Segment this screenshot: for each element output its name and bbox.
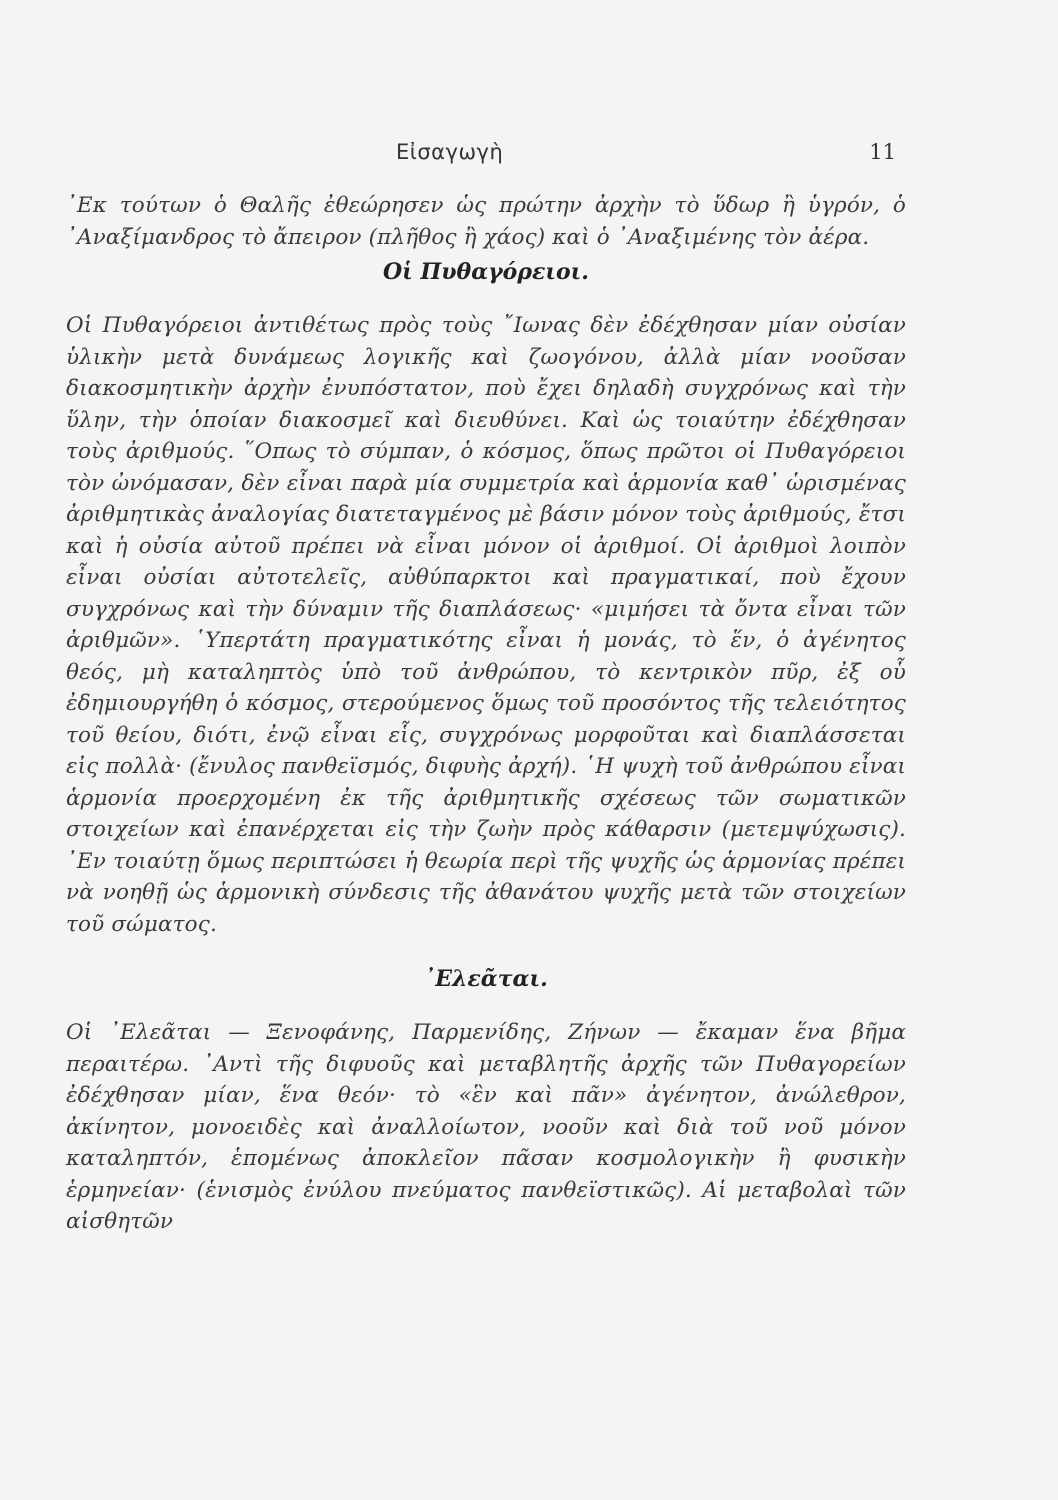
running-title: Εἰσαγωγὴ [396, 140, 504, 164]
page-header [60, 140, 960, 180]
section-heading-pythagoreans: Οἱ Πυθαγόρειοι. [383, 259, 589, 285]
eleatics-paragraph: Οἱ ᾿Ελεᾶται — Ξενοφάνης, Παρμενίδης, Ζήνων — ἔκαμαν ἕνα βῆμα περαιτέρω. ᾿Αντὶ τῆς διφυοῦς καὶ μεταβλητῆς ἀρχῆς τῶν Πυθαγορείων ἐδέχθησαν μίαν, ἕνα θεόν· τὸ «ἓν καὶ πᾶν» ἀγένητον, ἀνώλεθρον, ἀκίνητον, μονοειδὲς καὶ ἀναλλοίωτον, νοοῦν καὶ διὰ τοῦ νοῦ μόνον καταληπτόν, ἑπομένως ἀποκλεῖον πᾶσαν κοσμολογικὴν ἢ φυσικὴν ἑρμηνείαν· (ἑνισμὸς ἐνύλου πνεύματος πανθεϊστικῶς). Αἱ μεταβολαὶ τῶν αἰσθητῶν [66, 1020, 906, 1234]
intro-paragraph: ᾿Εκ τούτων ὁ Θαλῆς ἐθεώρησεν ὡς πρώτην ἀρχὴν τὸ ὕδωρ ἢ ὑγρόν, ὁ ᾿Αναξίμανδρος τὸ ἄπειρον (πλῆθος ἢ χάος) καὶ ὁ ᾿Αναξιμένης τὸν ἀέρα. [66, 193, 906, 250]
section-heading-eleatics: ᾿Ελεᾶται. [424, 966, 548, 992]
page-number: 11 [869, 140, 896, 164]
page-body [66, 190, 906, 1238]
pythagoreans-paragraph: Οἱ Πυθαγόρειοι ἀντιθέτως πρὸς τοὺς ῎Ιωνας δὲν ἐδέχθησαν μίαν οὐσίαν ὑλικὴν μετὰ δυνάμεως λογικῆς καὶ ζωογόνου, ἀλλὰ μίαν νοοῦσαν διακοσμητικὴν ἀρχὴν ἐνυπόστατον, ποὺ ἔχει δηλαδὴ συγχρόνως καὶ τὴν ὕλην, τὴν ὁποίαν διακοσμεῖ καὶ διευθύνει. Καὶ ὡς τοιαύτην ἐδέχθησαν τοὺς ἀριθμούς. ῞Οπως τὸ σύμπαν, ὁ κόσμος, ὅπως πρῶτοι οἱ Πυθαγόρειοι τὸν ὠνόμασαν, δὲν εἶναι παρὰ μία συμμετρία καὶ ἁρμονία καθ᾽ ὡρισμένας ἀριθμητικὰς ἀναλογίας διατεταγμένος μὲ βάσιν μόνον τοὺς ἀριθμούς, ἔτσι καὶ ἡ οὐσία αὐτοῦ πρέπει νὰ εἶναι μόνον οἱ ἀριθμοί. Οἱ ἀριθμοὶ λοιπὸν εἶναι οὐσίαι αὐτοτελεῖς, αὐθύπαρκτοι καὶ πραγματικαί, ποὺ ἔχουν συγχρόνως καὶ τὴν δύναμιν τῆς διαπλάσεως· «μιμήσει τὰ ὄντα εἶναι τῶν ἀριθμῶν». ῾Υπερτάτη πραγματικότης εἶναι ἡ μονάς, τὸ ἕν, ὁ ἀγένητος θεός, μὴ καταληπτὸς ὑπὸ τοῦ ἀνθρώπου, τὸ κεντρικὸν πῦρ, ἐξ οὗ ἐδημιουργήθη ὁ κόσμος, στερούμενος ὅμως τοῦ προσόντος τῆς τελειότητος τοῦ θείου, διότι, ἐνῷ εἶναι εἷς, συγχρόνως μορφοῦται καὶ διαπλάσσεται εἰς πολλὰ· (ἔνυλος πανθεϊσμός, διφυὴς ἀρχή). ῾Η ψυχὴ τοῦ ἀνθρώπου εἶναι ἁρμονία προερχομένη ἐκ τῆς ἀριθμητικῆς σχέσεως τῶν σωματικῶν στοιχείων καὶ ἐπανέρχεται εἰς τὴν ζωὴν πρὸς κάθαρσιν (μετεμψύχωσις). ᾿Εν τοιαύτῃ ὅμως περιπτώσει ἡ θεωρία περὶ τῆς ψυχῆς ὡς ἁρμονίας πρέπει νὰ νοηθῇ ὡς ἁρμονικὴ σύνδεσις τῆς ἀθανάτου ψυχῆς μετὰ τῶν στοιχείων τοῦ σώματος. [66, 313, 906, 937]
